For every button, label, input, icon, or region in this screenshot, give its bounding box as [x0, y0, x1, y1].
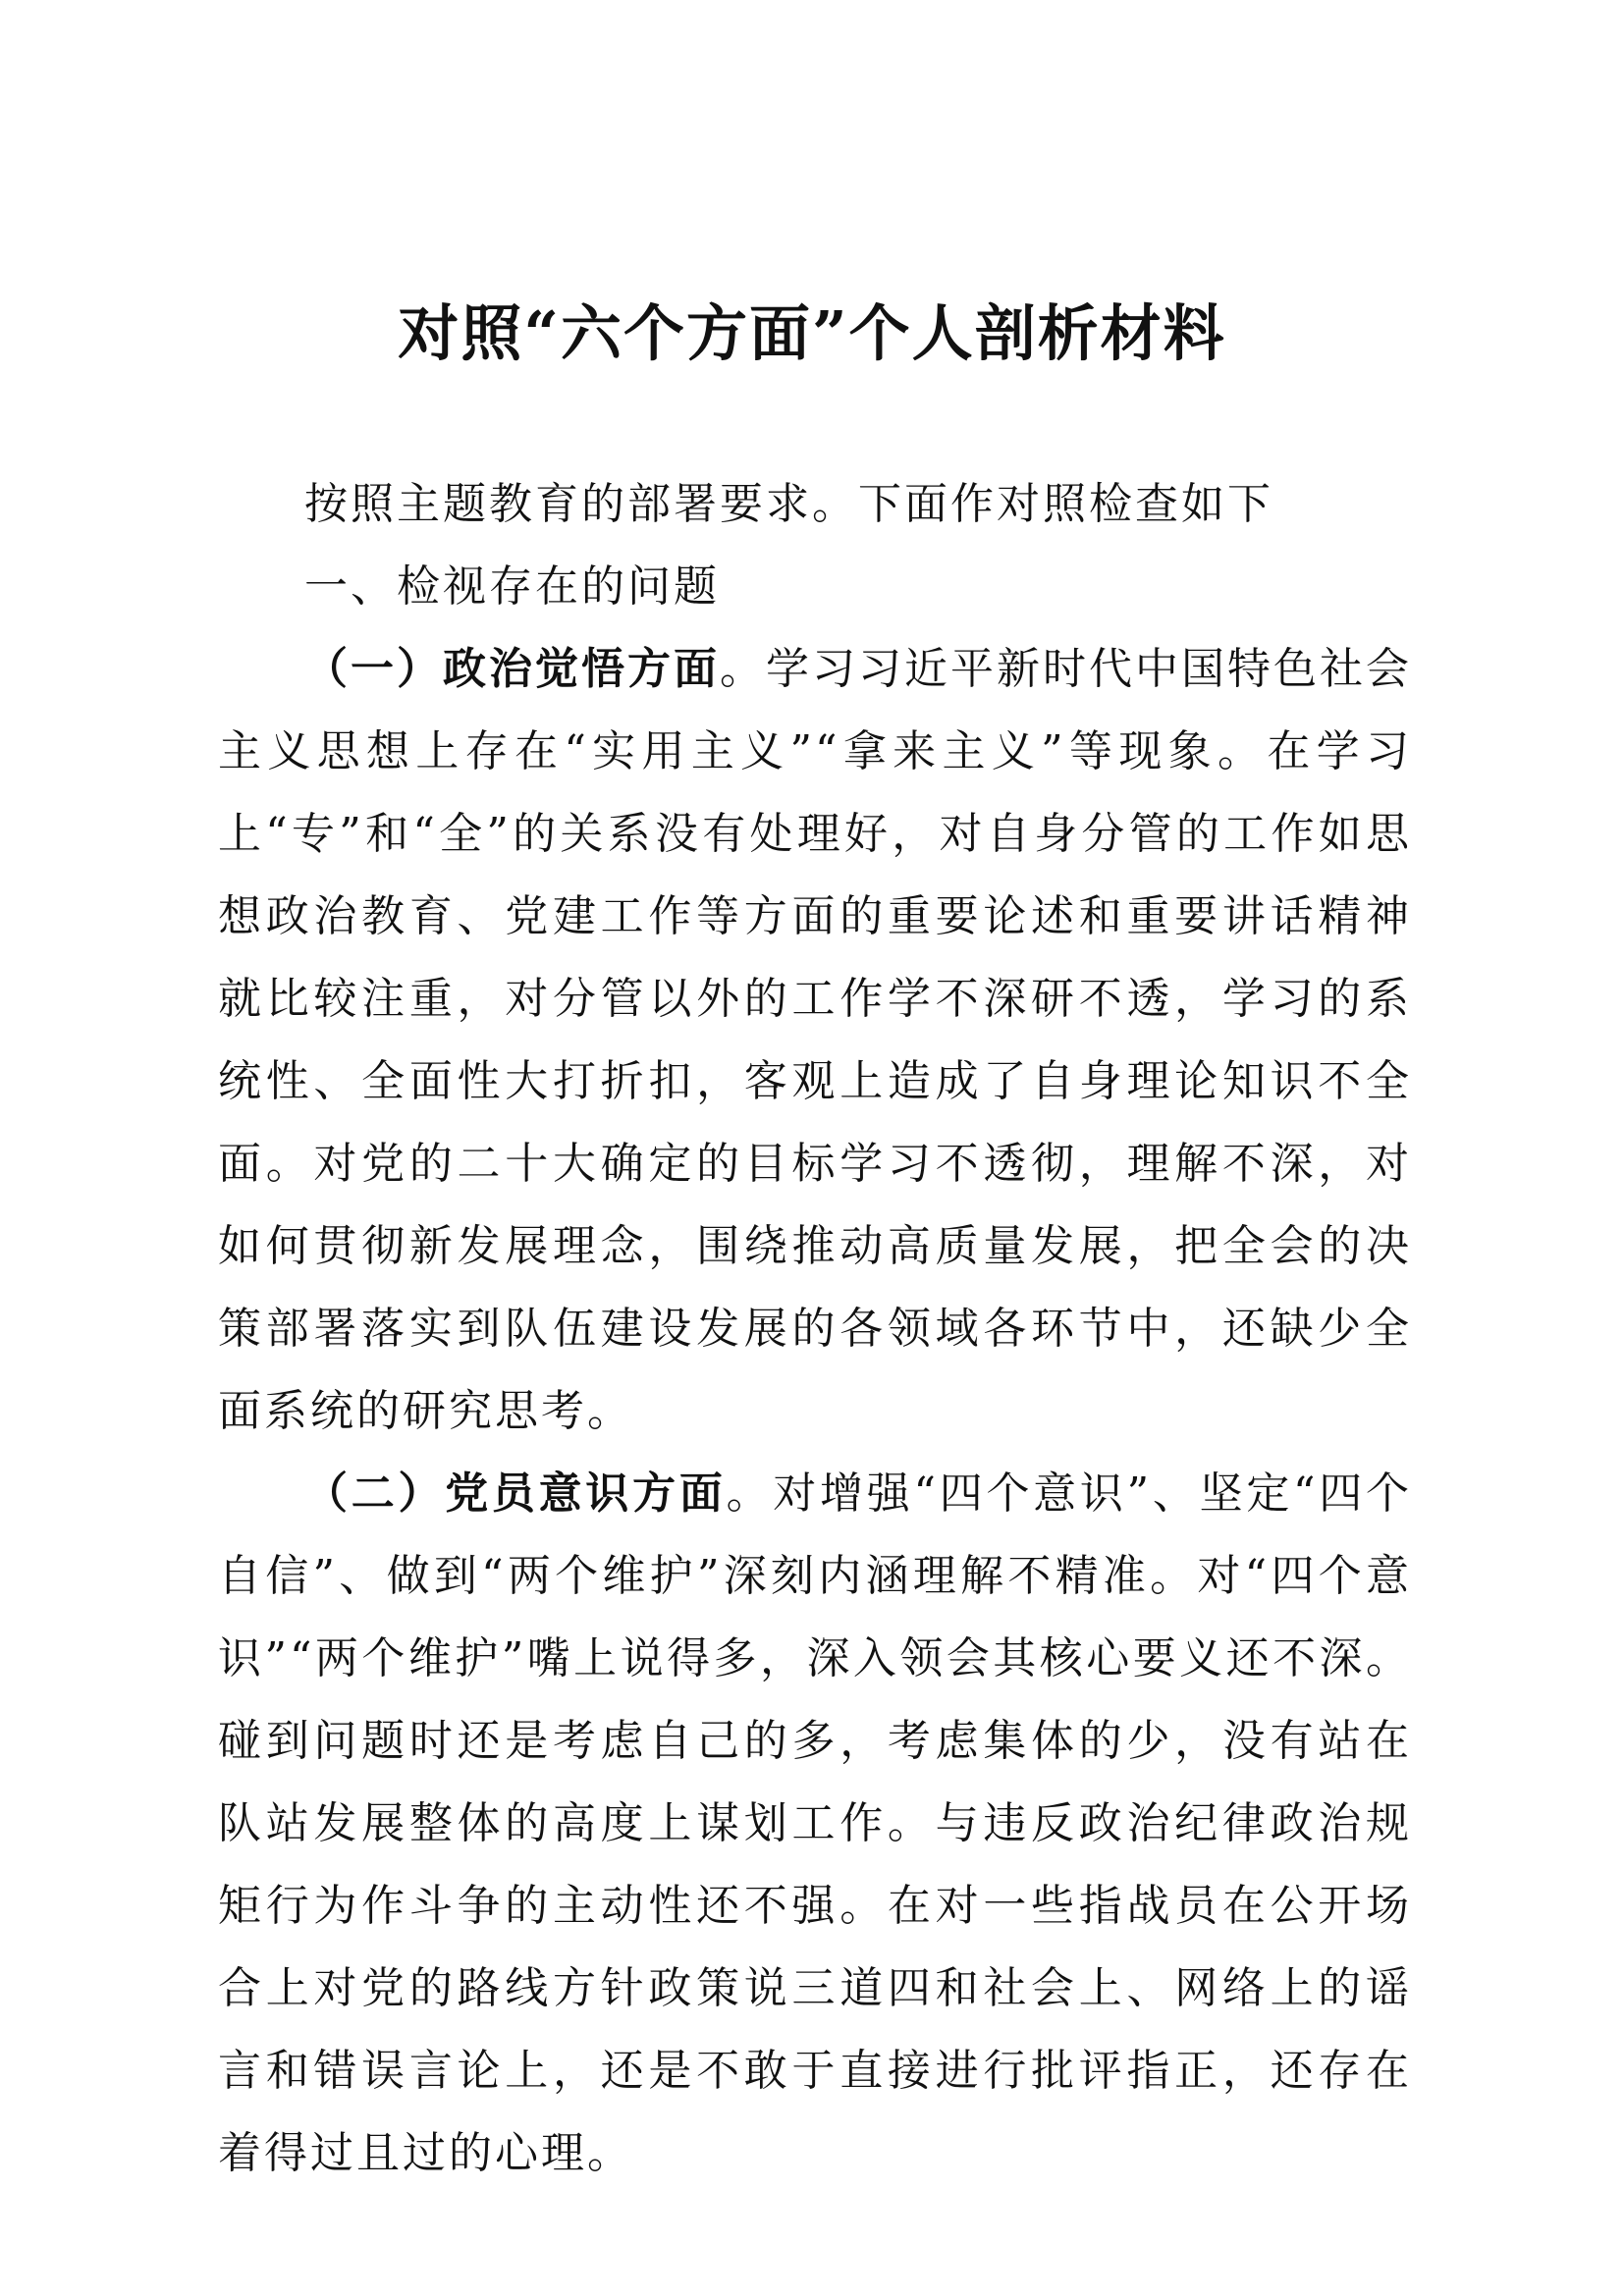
intro-paragraph: 按照主题教育的部署要求。下面作对照检查如下: [304, 479, 1273, 529]
part-one-heading: 一、检视存在的问题: [304, 561, 720, 612]
document-body: [218, 463, 1412, 2195]
section-text: 。学习习近平新时代中国特色社会主义思想上存在“实用主义”“拿来主义”等现象。在学习上“专”和“全”的关系没有处理好，对自身分管的工作如思想政治教育、党建工作等方面的重要论述和重要讲话精神就比较注重，对分管以外的工作学不深研不透，学习的系统性、全面性大打折扣，客观上造成了自身理论知识不全面。对党的二十大确定的目标学习不透彻，理解不深，对如何贯彻新发展理念，围绕推动高质量发展，把全会的决策部署落实到队伍建设发展的各领域各环节中，还缺少全面系统的研究思考。: [218, 644, 1412, 1436]
section-political-awareness: [218, 628, 1412, 1453]
section-heading: （二）党员意识方面: [304, 1468, 727, 1519]
document-title: 对照“六个方面”个人剖析材料: [398, 297, 1226, 369]
section-heading: （一）政治觉悟方面: [304, 644, 720, 694]
section-text: 。对增强“四个意识”、坚定“四个自信”、做到“两个维护”深刻内涵理解不精准。对“四个意识”“两个维护”嘴上说得多，深入领会其核心要义还不深。碰到问题时还是考虑自己的多，考虑集体的少，没有站在队站发展整体的高度上谋划工作。与违反政治纪律政治规矩行为作斗争的主动性还不强。在对一些指战员在公开场合上对党的路线方针政策说三道四和社会上、网络上的谣言和错误言论上，还是不敢于直接进行批评指正，还存在着得过且过的心理。: [218, 1468, 1413, 2178]
section-party-member-awareness: [218, 1453, 1412, 2195]
